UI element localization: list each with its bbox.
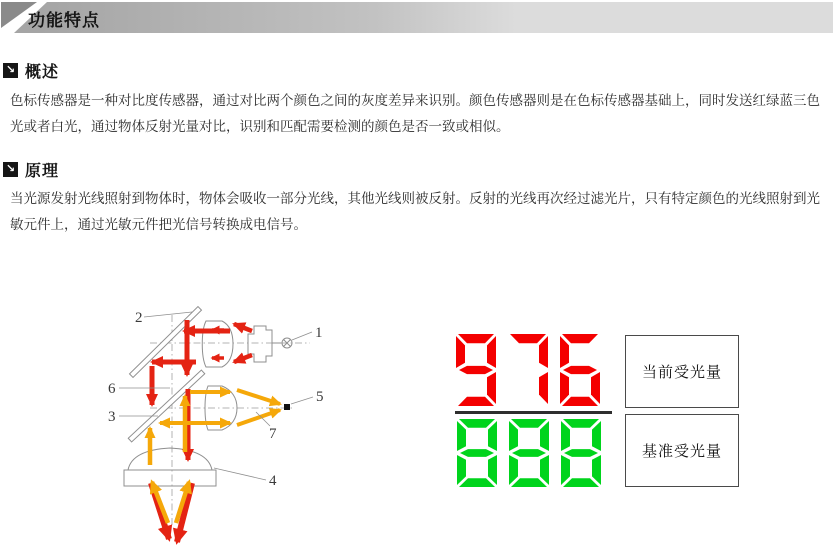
seven-segment-digit — [561, 419, 601, 487]
section-title: 原理 — [25, 163, 60, 180]
section-heading-principle — [3, 158, 59, 181]
seven-segment-digit — [508, 334, 548, 406]
emit-ray — [234, 324, 252, 331]
label-4: 4 — [269, 473, 277, 489]
seven-segment-digit — [456, 334, 496, 406]
emit-ray — [234, 355, 252, 362]
arrow-down-right-icon: ↘ — [3, 63, 18, 78]
label-7: 7 — [269, 426, 277, 442]
photo-detector — [284, 404, 290, 410]
label-5: 5 — [316, 389, 324, 405]
reference-light-label-box — [625, 414, 739, 487]
reference-light-label: 基准受光量 — [641, 443, 722, 460]
arrow-down-right-icon: ↘ — [3, 162, 18, 177]
seven-segment-digit — [457, 419, 497, 487]
current-light-label-box — [625, 335, 739, 408]
seven-segment-current-value — [456, 334, 600, 406]
page-title: 功能特点 — [28, 11, 100, 30]
beam-splitter-filter — [128, 370, 205, 442]
display-separator-line — [455, 411, 612, 414]
section-title: 概述 — [25, 64, 60, 81]
label-6: 6 — [108, 381, 116, 397]
label-1: 1 — [315, 325, 323, 341]
objective-lens — [124, 448, 216, 486]
section-body-overview: 色标传感器是一种对比度传感器，通过对比两个颜色之间的灰度差异来识别。颜色传感器则是在色标传感器基础上，同时发送红绿蓝三色光或者白光，通过物体反射光量对比，识别和匹配需要检测的颜色是否一致或相似。 — [10, 93, 820, 134]
label-3: 3 — [108, 409, 116, 425]
reflect-ray — [237, 410, 280, 425]
emitter-lens — [202, 321, 233, 367]
label-2: 2 — [135, 310, 143, 326]
header-bar — [0, 2, 833, 33]
seven-segment-digit — [509, 419, 549, 487]
seven-segment-digit — [560, 334, 600, 406]
reflect-ray — [237, 390, 280, 404]
section-body-principle: 当光源发射光线照射到物体时，物体会吸收一部分光线，其他光线则被反射。反射的光线再次经过滤光片，只有特定颜色的光线照射到光敏元件上，通过光敏元件把光信号转换成电信号。 — [10, 191, 820, 232]
seven-segment-reference-value — [457, 419, 601, 487]
current-light-label: 当前受光量 — [641, 364, 722, 381]
section-heading-overview — [3, 59, 59, 82]
optical-path-diagram — [100, 300, 345, 548]
